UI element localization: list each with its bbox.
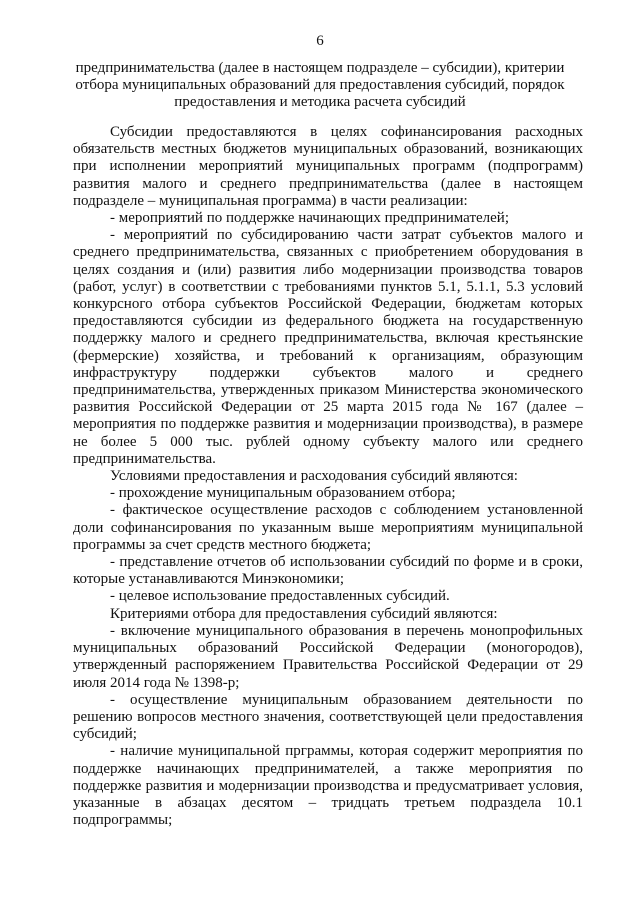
paragraph: - включение муниципального образования в перечень монопрофильных муниципальных образований Российской Федерации (моногородов), утвержденный распоряжением Правительства Российской Федерации от 29 июля 2014 года № 1398-р; (73, 622, 583, 691)
section-heading: предпринимательства (далее в настоящем подразделе – субсидии), критерии отбора муниципальных образований для предоставления субсидий, порядок предоставления и методика расчета субсидий (75, 60, 565, 110)
paragraph: - фактическое осуществление расходов с соблюдением установленной доли софинансирования по указанным выше мероприятиям муниципальной программы за счет средств местного бюджета; (73, 502, 583, 553)
paragraph: - мероприятий по субсидированию части затрат субъектов малого и среднего предпринимательства, связанных с приобретением оборудования в целях создания и (или) развития либо модернизации производства товаров (работ, услуг) в соответствии с требованиями пунктов 5.1, 5.1.1, 5.3 условий конкурсного отбора субъектов Российской Федерации, бюджетам которых предоставляются субсидии из федерального бюджета на государственную поддержку малого и среднего предпринимательства, включая крестьянские (фермерские) хозяйства, и требований к организациям, образующим инфраструктуру поддержки субъектов малого и среднего предпринимательства, утвержденных приказом Министерства экономического развития Российской Федерации от 25 марта 2015 года № 167 (далее – мероприятия по поддержке развития и модернизации производства), в размере не более 5 000 тыс. рублей одному субъекту малого или среднего предпринимательства. (73, 227, 583, 467)
paragraph: - осуществление муниципальным образованием деятельности по решению вопросов местного значения, соответствующей цели предоставления субсидий; (73, 691, 583, 743)
page-number: 6 (316, 33, 324, 49)
paragraph: - прохождение муниципальным образованием отбора; (110, 485, 456, 502)
paragraph: - целевое использование предоставленных субсидий. (110, 588, 450, 605)
paragraph: - мероприятий по поддержке начинающих предпринимателей; (110, 210, 510, 227)
paragraph: - наличие муниципальной прграммы, которая содержит мероприятия по поддержке начинающих предпринимателей, а также мероприятия по поддержке развития и модернизации производства и предусматривает условия, указанные в абзацах десятом – тридцать третьем подраздела 10.1 подпрограммы; (73, 743, 583, 829)
paragraph: Условиями предоставления и расходования субсидий являются: (110, 468, 518, 485)
paragraph: Субсидии предоставляются в целях софинансирования расходных обязательств местных бюджетов муниципальных образований, возникающих при исполнении мероприятий муниципальных программ (подпрограмм) развития малого и среднего предпринимательства (далее в настоящем подразделе – муниципальная программа) в части реализации: (73, 124, 583, 209)
paragraph: - представление отчетов об использовании субсидий по форме и в сроки, которые устанавливаются Минэкономики; (73, 554, 583, 588)
paragraph: Критериями отбора для предоставления субсидий являются: (110, 605, 498, 622)
document-body (73, 124, 583, 829)
